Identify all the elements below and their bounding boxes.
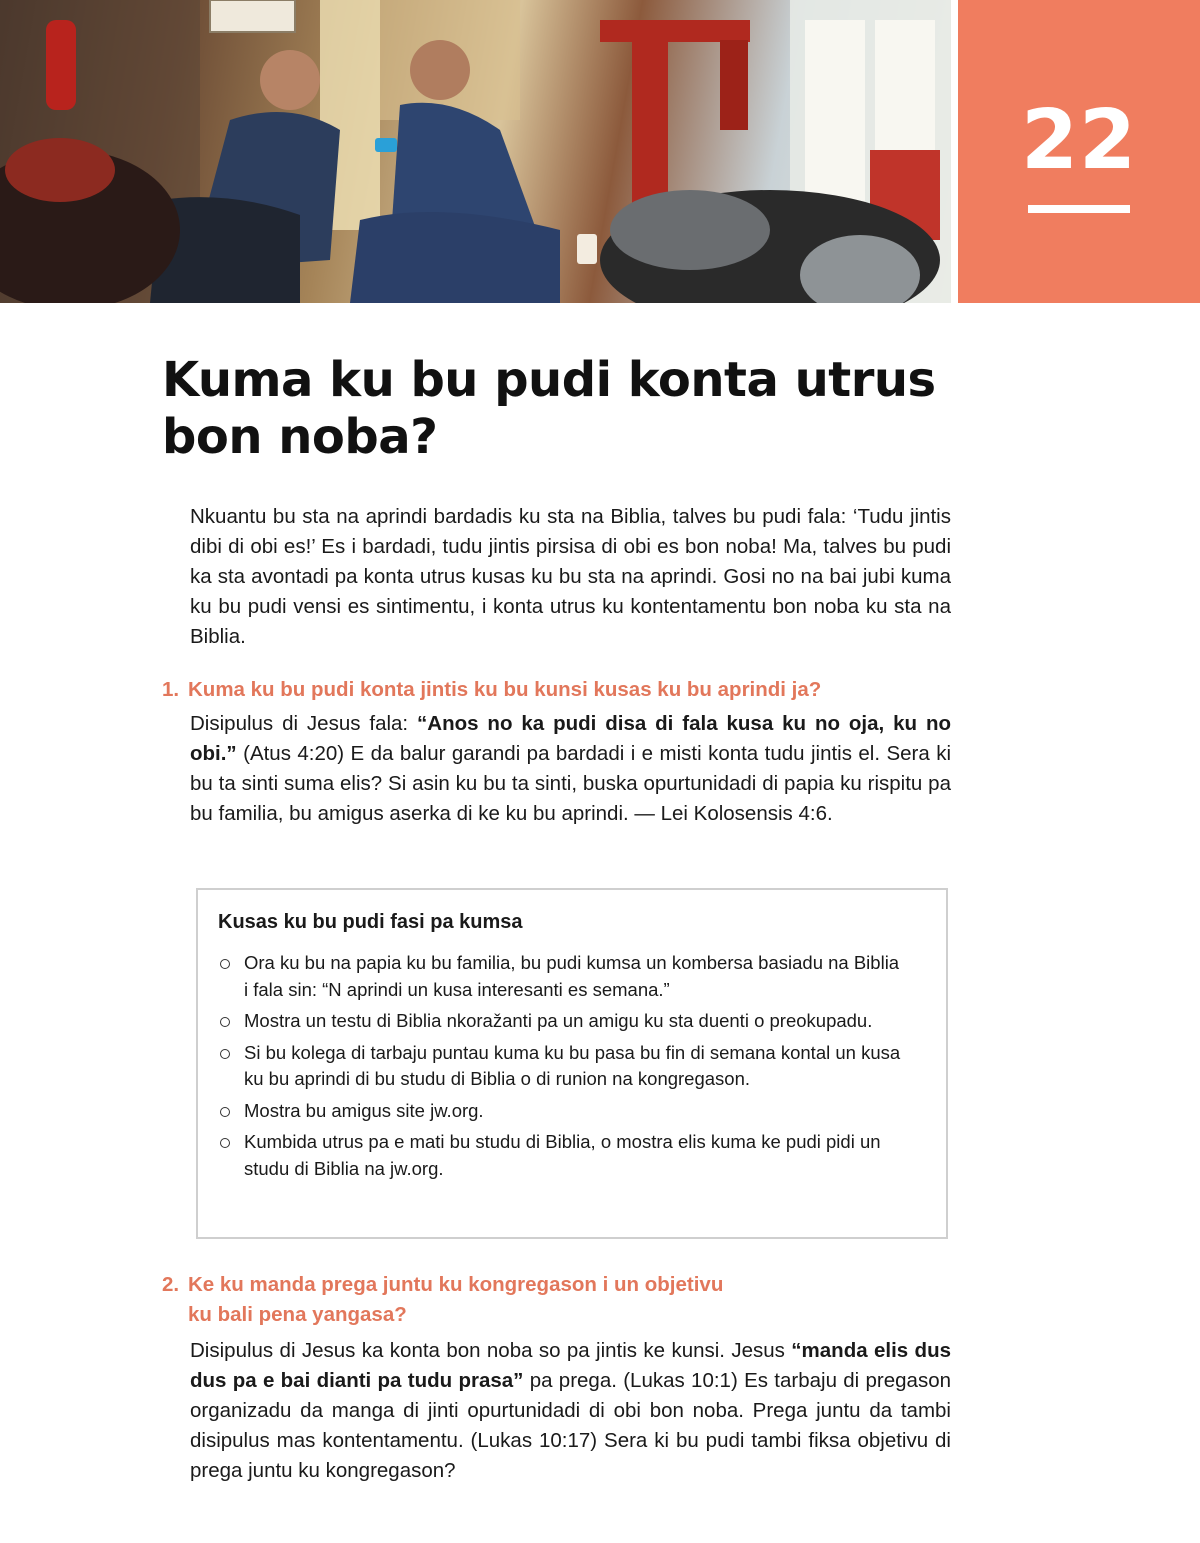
page-title-line2: bon noba?: [162, 409, 438, 465]
tips-list: [218, 950, 908, 1187]
circle-bullet-icon: [220, 1017, 230, 1027]
tips-item: [218, 1129, 908, 1182]
circle-bullet-icon: [220, 1107, 230, 1117]
tips-item: [218, 1040, 908, 1093]
tips-item: [218, 950, 908, 1003]
tips-item-text: Mostra un testu di Biblia nkoražanti pa un amigu ku sta duenti o preokupadu.: [244, 1010, 873, 1031]
section2-text-b: pa prega. (Lukas 10:1) Es tarbaju di pregason organizadu da manga di jinti opurtunidadi di obi bon noba. Prega juntu da tambi disipulus mas kontentamentu. (Lukas 10:17) Sera ki bu pudi tambi fiksa objetivu di prega juntu ku kongregason?: [190, 1369, 951, 1482]
intro-paragraph: Nkuantu bu sta na aprindi bardadis ku sta na Biblia, talves bu pudi fala: ‘Tudu jintis dibi di obi es!’ Es i bardadi, tudu jintis pirsisa di obi es bon noba! Ma, talves bu pudi ka sta avontadi pa konta utrus kusas ku bu sta na aprindi. Gosi no na bai jubi kuma ku bu pudi vensi es sintimentu, i konta utrus ku kontentamentu bon noba ku sta na Biblia.: [190, 505, 951, 648]
tips-item: [218, 1098, 908, 1125]
section1-question: [162, 675, 821, 705]
page-title: [162, 352, 962, 466]
section2-text-a: Disipulus di Jesus ka konta bon noba so pa jintis ke kunsi. Jesus: [190, 1339, 792, 1362]
section1-bold-quote: “Anos no ka pudi disa di fala kusa ku no oja, ku no obi.”: [190, 712, 951, 765]
section1-text-b: (Atus 4:20) E da balur garandi pa bardadi i e misti konta tudu jintis el. Sera ki bu ta sinti suma elis? Si asin ku bu ta sinti, buska opurtunidadi di papia ku rispitu pa bu familia, bu amigus aserka di ke ku bu aprindi. — Lei Kolosensis 4:6.: [190, 742, 951, 825]
lesson-number: 22: [1020, 93, 1138, 188]
workshop-photo-illustration: [0, 0, 951, 303]
tips-item-text: Si bu kolega di tarbaju puntau kuma ku bu pasa bu fin di semana kontal un kusa ku bu aprindi di bu studu di Biblia o di runion na kongregason.: [244, 1041, 901, 1089]
circle-bullet-icon: [220, 1049, 230, 1059]
section2-question: [162, 1270, 723, 1330]
tips-item: [218, 1008, 908, 1035]
section1-body: [190, 709, 951, 829]
circle-bullet-icon: [220, 959, 230, 969]
lesson-number-badge: [958, 0, 1200, 303]
section2-body: [190, 1336, 951, 1486]
circle-bullet-icon: [220, 1138, 230, 1148]
section1-question-text: Kuma ku bu pudi konta jintis ku bu kunsi kusas ku bu aprindi ja?: [188, 678, 822, 701]
section1-text-a: Disipulus di Jesus fala:: [190, 712, 418, 735]
lesson-number-underline: [1028, 205, 1130, 213]
tips-item-text: Mostra bu amigus site jw.org.: [244, 1099, 484, 1121]
tips-title: Kusas ku bu pudi fasi pa kumsa: [218, 911, 523, 933]
tips-item-text: Kumbida utrus pa e mati bu studu di Biblia, o mostra elis kuma ke pudi pidi un studu di Biblia na jw.org.: [244, 1131, 881, 1179]
page-title-line1: Kuma ku bu pudi konta utrus: [162, 352, 936, 408]
section2-question-line1: Ke ku manda prega juntu ku kongregason i un objetivu: [188, 1273, 724, 1296]
section2-bold-quote: “manda elis dus dus pa e bai dianti pa tudu prasa”: [190, 1339, 951, 1392]
section2-question-line2: ku bali pena yangasa?: [188, 1303, 407, 1326]
tips-box: [196, 888, 948, 1239]
hero-photo: [0, 0, 951, 303]
section2-number: 2.: [162, 1273, 180, 1296]
tips-item-text: Ora ku bu na papia ku bu familia, bu pudi kumsa un kombersa basiadu na Biblia i fala sin: “N aprindi un kusa interesanti es semana.”: [244, 952, 900, 1000]
section1-number: 1.: [162, 678, 180, 701]
